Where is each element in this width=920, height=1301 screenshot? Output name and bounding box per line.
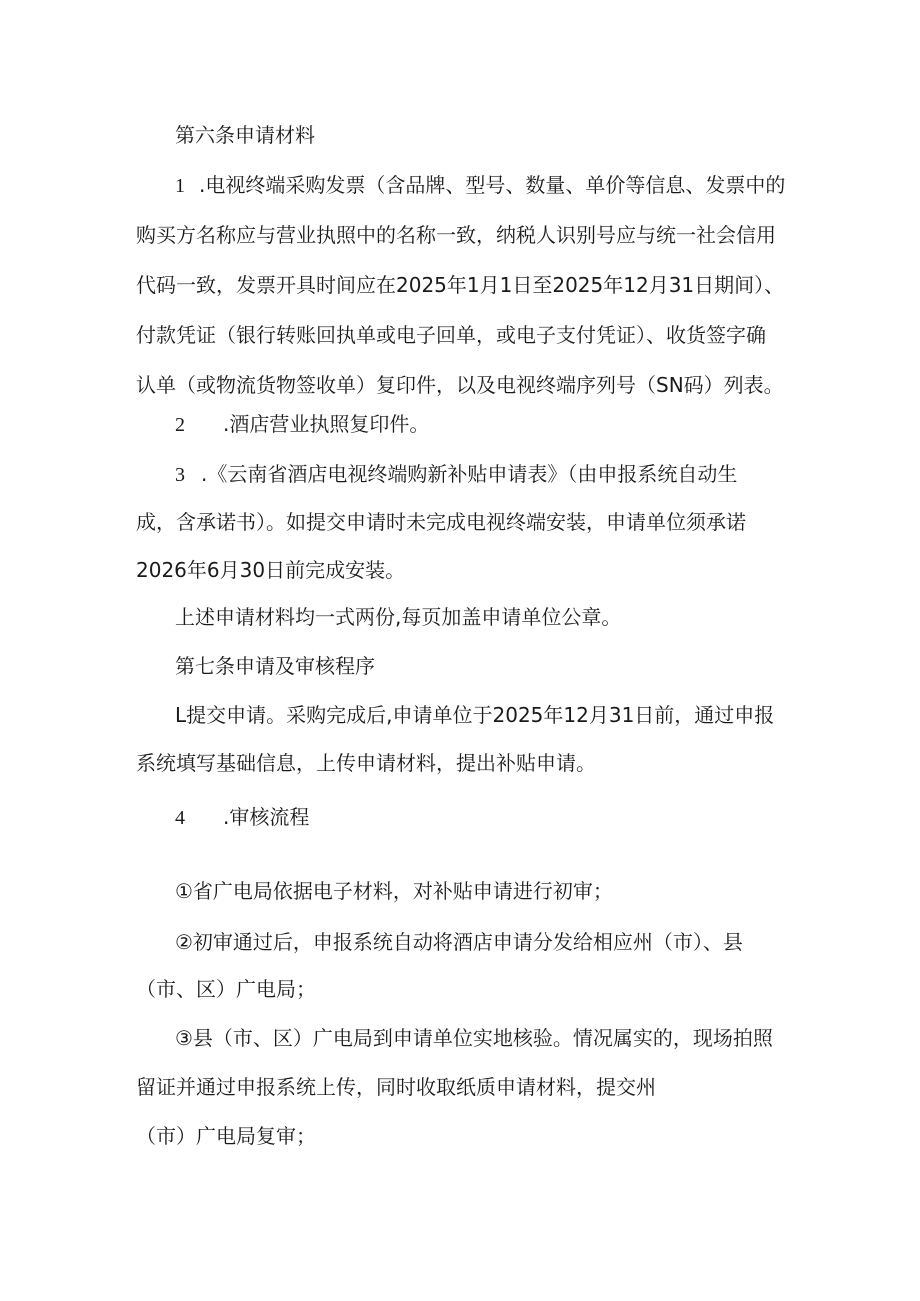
item1-line-5: 认单（或物流货物签收单）复印件，以及电视终端序列号（SN码）列表。: [136, 373, 784, 397]
article6-heading: 第六条申请材料: [175, 123, 315, 147]
materials-note: 上述申请材料均一式两份,每页加盖申请单位公章。: [175, 605, 622, 629]
review-step-3-line-1: ③县（市、区）广电局到申请单位实地核验。情况属实的，现场拍照: [175, 1026, 773, 1050]
item3-text-1: .《云南省酒店电视终端购新补贴申请表》（由申报系统自动生: [201, 462, 738, 486]
item1-line-1: [175, 171, 785, 200]
item1-number: 1: [175, 175, 185, 197]
item3-line-2: 成，含承诺书）。如提交申请时未完成电视终端安装，申请单位须承诺: [136, 510, 746, 534]
review-step-2-line-2: （市、区）广电局；: [136, 977, 316, 1001]
review-step-3-line-3: （市）广电局复审；: [136, 1124, 316, 1148]
item3-line-3: 2026年6月30日前完成安装。: [136, 558, 406, 582]
item1-text-1: .电视终端采购发票（含品牌、型号、数量、单价等信息、发票中的: [199, 173, 786, 197]
item4-line: [175, 803, 309, 832]
submit-line-1: L提交申请。采购完成后,申请单位于2025年12月31日前，通过申报: [175, 703, 775, 727]
article7-heading: 第七条申请及审核程序: [175, 654, 375, 678]
item1-line-2: 购买方名称应与营业执照中的名称一致，纳税人识别号应与统一社会信用: [136, 223, 776, 247]
item3-number: 3: [175, 464, 185, 486]
item3-line-1: [175, 460, 737, 489]
review-step-3-line-2: 留证并通过申报系统上传，同时收取纸质申请材料，提交州: [136, 1075, 656, 1099]
submit-line-2: 系统填写基础信息，上传申请材料，提出补贴申请。: [136, 751, 596, 775]
item4-number: 4: [175, 807, 185, 829]
item4-text: .审核流程: [223, 805, 310, 829]
item2-number: 2: [175, 414, 185, 436]
item1-line-3: 代码一致，发票开具时间应在2025年1月1日至2025年12月31日期间）、: [136, 273, 785, 297]
review-step-2-line-1: ②初审通过后，申报系统自动将酒店申请分发给相应州（市）、县: [175, 930, 743, 954]
item2-text: .酒店营业执照复印件。: [223, 412, 430, 436]
item2-line: [175, 410, 429, 439]
review-step-1: ①省广电局依据电子材料，对补贴申请进行初审；: [175, 879, 613, 903]
item1-line-4: 付款凭证（银行转账回执单或电子回单，或电子支付凭证）、收货签字确: [136, 323, 766, 347]
